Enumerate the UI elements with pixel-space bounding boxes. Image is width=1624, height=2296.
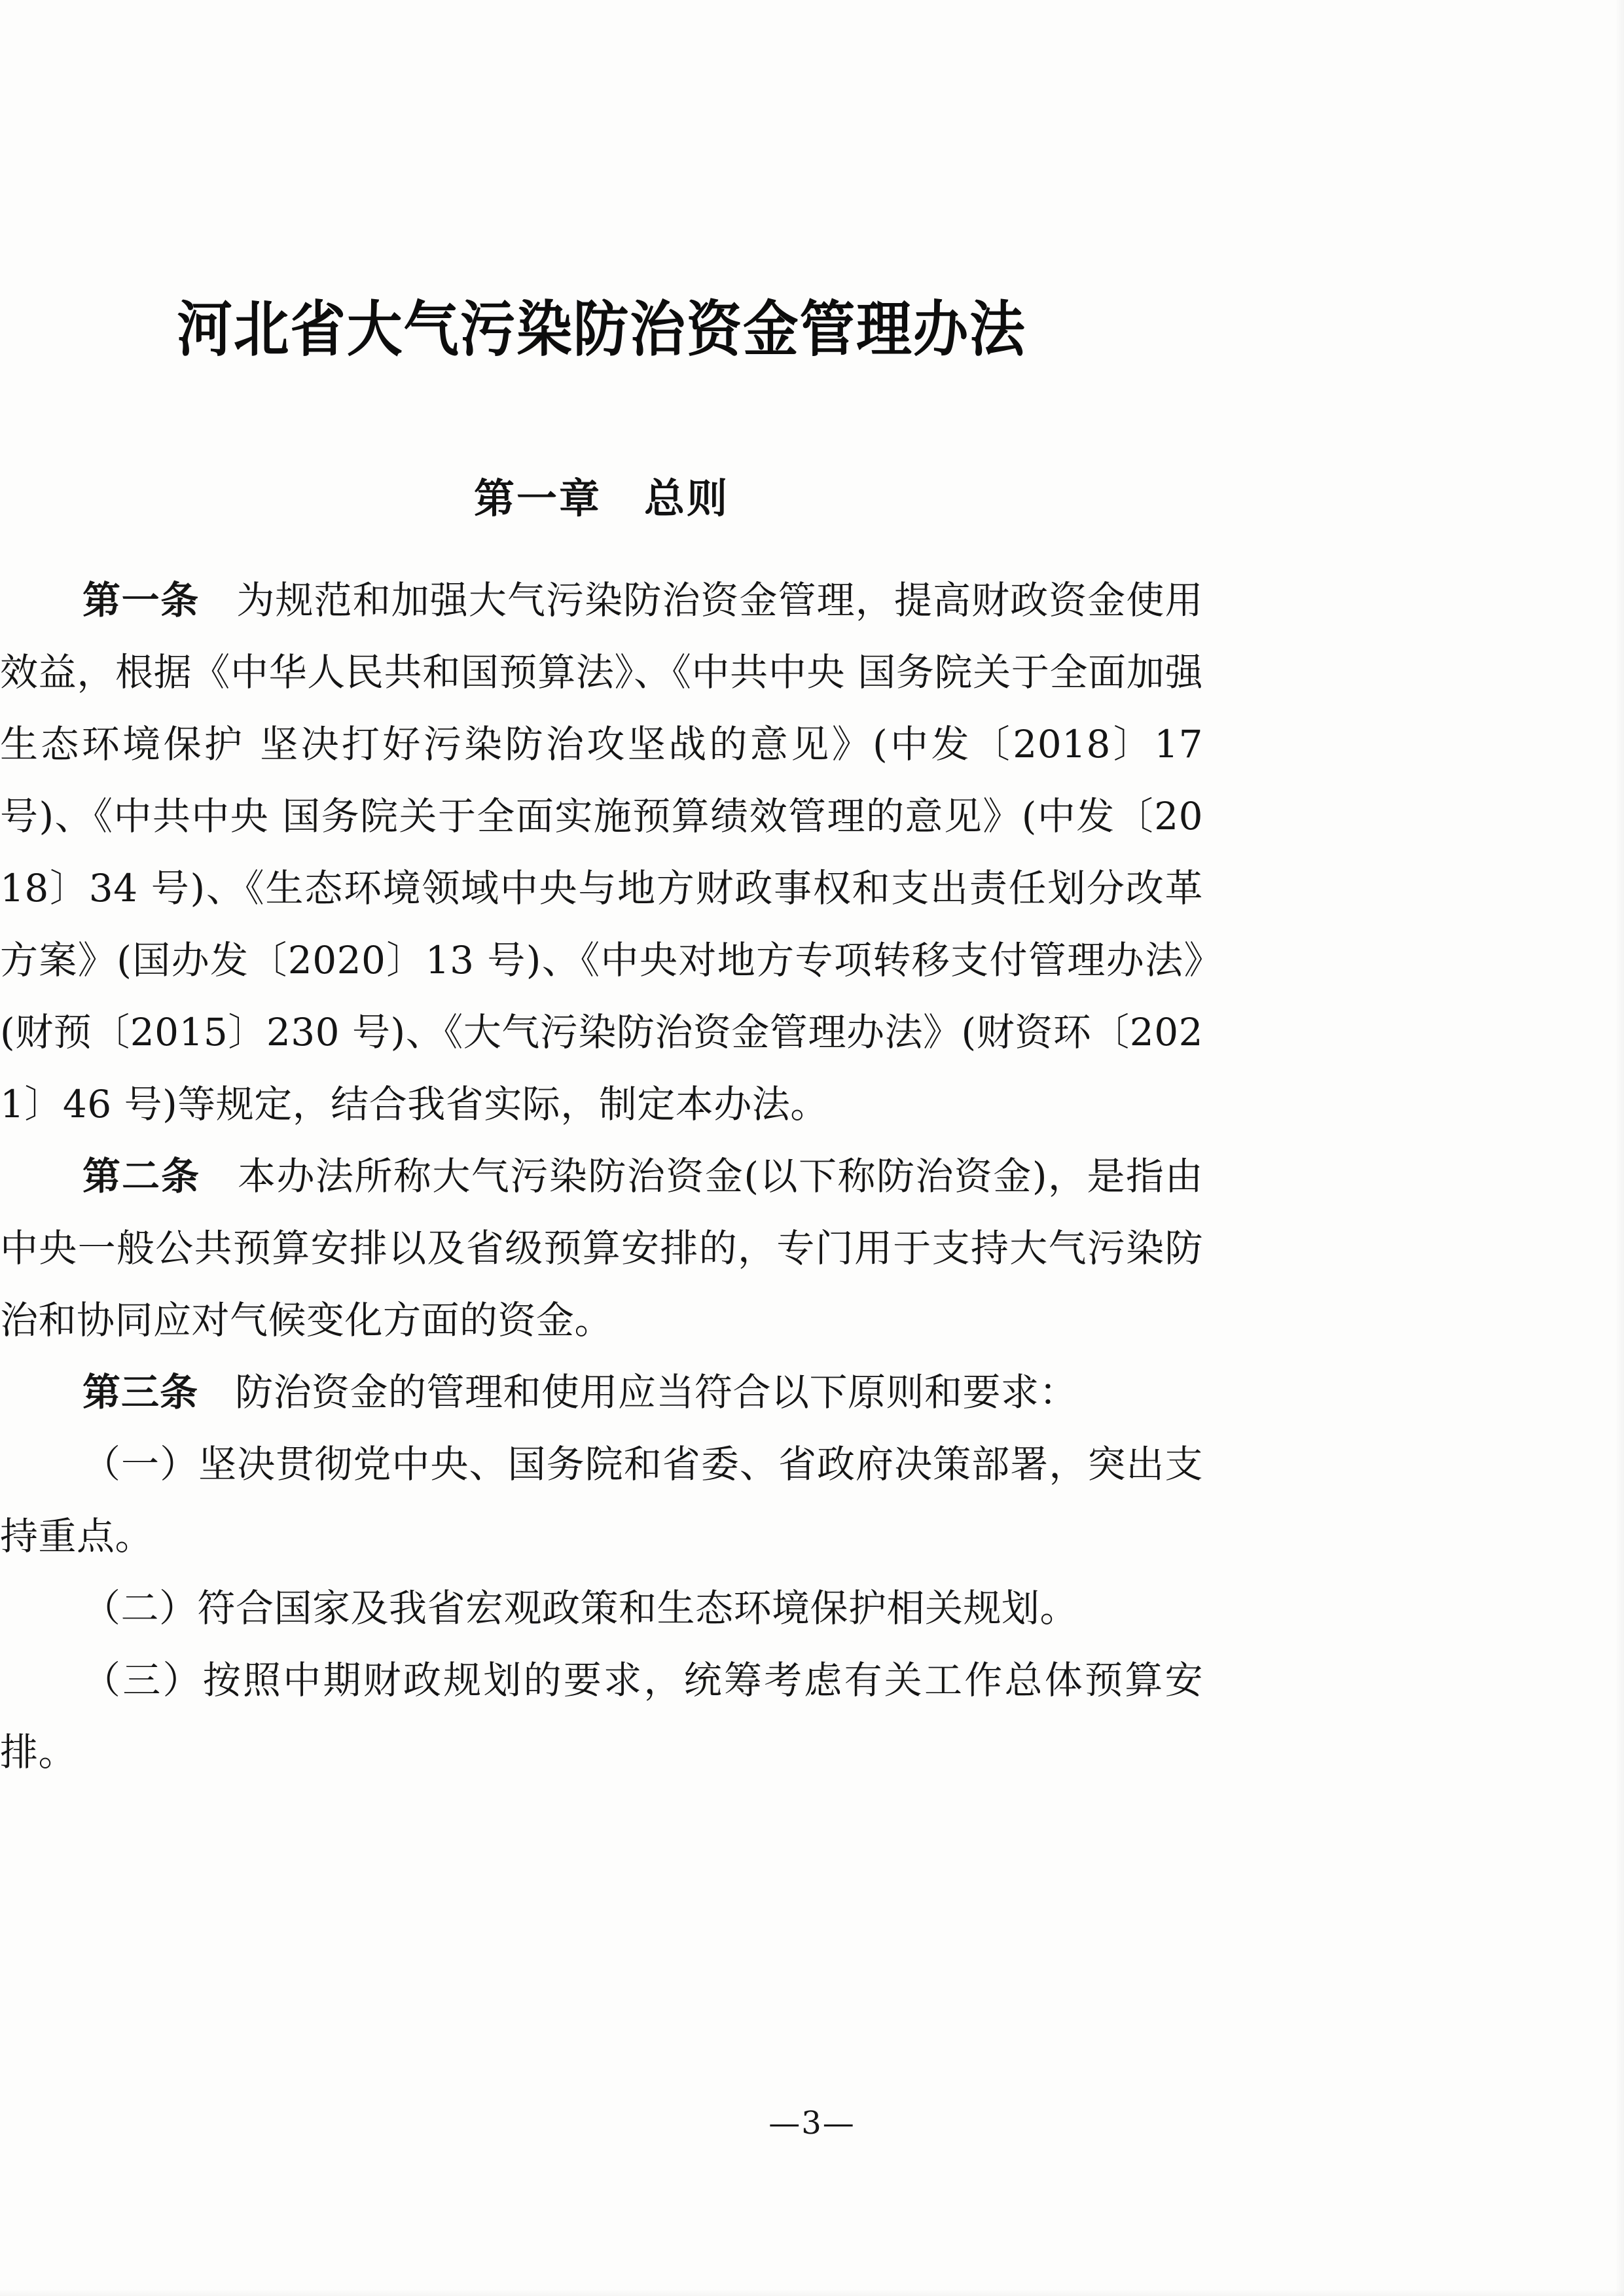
clause-paragraph-2: （二）符合国家及我省宏观政策和生态环境保护相关规划。 — [82, 1586, 1079, 1630]
page-number-footer: —3— — [768, 2105, 856, 2142]
article-number-1: 第一条 — [82, 578, 200, 622]
article-number-2: 第二条 — [82, 1154, 200, 1198]
article-paragraph-3 — [0, 1356, 1203, 1428]
document-body — [0, 564, 1203, 1788]
clause-paragraph-3: （三）按照中期财政规划的要求，统筹考虑有关工作总体预算安排。 — [0, 1658, 1203, 1774]
page-edge-shadow-bottom — [0, 2289, 1624, 2296]
page-title: 河北省大气污染防治资金管理办法 — [177, 294, 1026, 365]
article-paragraph-1 — [0, 564, 1203, 1140]
article-text-1: 为规范和加强大气污染防治资金管理，提高财政资金使用效益，根据《中华人民共和国预算法》、《中共中央 国务院关于全面加强生态环境保护 坚决打好污染防治攻坚战的意见》(中发〔2018〕17 号)、《中共中央 国务院关于全面实施预算绩效管理的意见》(中发〔2018〕34 号)、《生态环境领域中央与地方财政事权和支出责任划分改革方案》(国办发〔2020〕13 号)、《中央对地方专项转移支付管理办法》(财预〔2015〕230 号)、《大气污染防治资金管理办法》(财资环〔2021〕46 号)等规定，结合我省实际，制定本办法。 — [0, 578, 1203, 1126]
clause-paragraph-1: （一）坚决贯彻党中央、国务院和省委、省政府决策部署，突出支持重点。 — [0, 1442, 1203, 1558]
chapter-heading: 第一章 总则 — [473, 476, 729, 522]
article-text-3: 防治资金的管理和使用应当符合以下原则和要求： — [235, 1370, 1078, 1414]
article-text-2: 本办法所称大气污染防治资金(以下称防治资金)，是指由中央一般公共预算安排以及省级预算安排的，专门用于支持大气污染防治和协同应对气候变化方面的资金。 — [0, 1154, 1203, 1342]
article-paragraph-2 — [0, 1140, 1203, 1356]
article-number-3: 第三条 — [82, 1370, 199, 1414]
page-edge-shadow-right — [1615, 0, 1624, 2296]
